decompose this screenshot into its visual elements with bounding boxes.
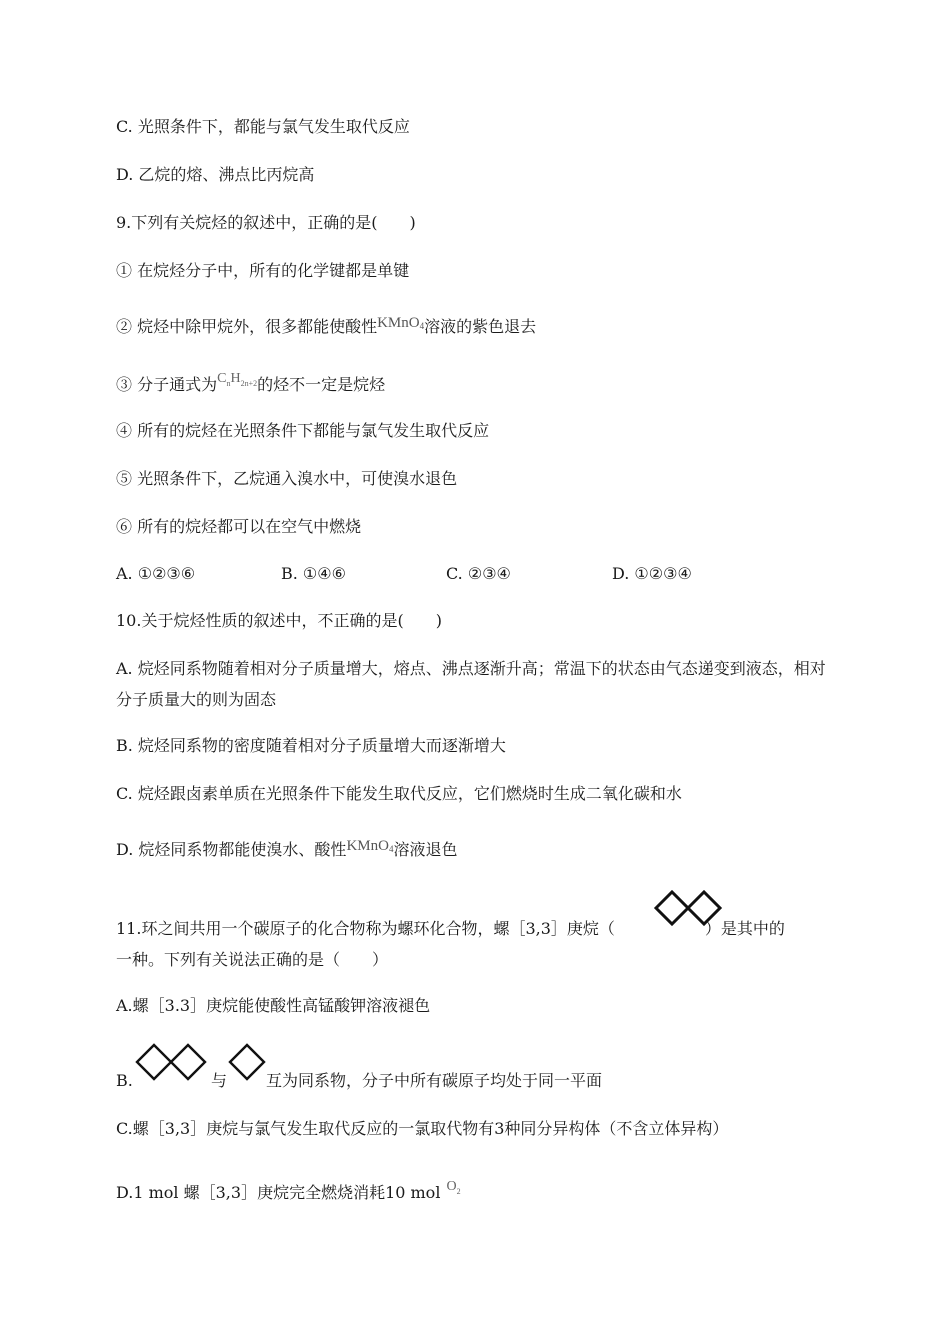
o2-subscript: 2 xyxy=(456,1186,461,1196)
statement-2-text-before: ② 烷烃中除甲烷外，很多都能使酸性 xyxy=(116,317,378,336)
option-d-text-after: 溶液退色 xyxy=(393,840,458,859)
question-10-option-d xyxy=(116,836,457,860)
kmno4-main: KMnO xyxy=(377,315,420,331)
question-11-option-b-with: 与 xyxy=(211,1071,228,1090)
kmno4-formula xyxy=(346,838,393,854)
question-10-stem: 10.关于烷烃性质的叙述中，不正确的是( ) xyxy=(116,611,442,630)
kmno4-main: KMnO xyxy=(346,838,389,854)
kmno4-subscript: 4 xyxy=(419,321,425,331)
kmno4-formula xyxy=(377,315,424,331)
question-9-statement-2 xyxy=(116,313,536,337)
question-11-option-b-label: B. xyxy=(116,1071,133,1090)
question-9-statement-5: ⑤ 光照条件下，乙烷通入溴水中，可使溴水退色 xyxy=(116,469,458,488)
question-11-option-c: C.螺［3,3］庚烷与氯气发生取代反应的一氯取代物有3种同分异构体（不含立体异构） xyxy=(116,1119,729,1138)
q11-text-after: ）是其中的 xyxy=(704,919,785,938)
formula-n-subscript: n xyxy=(226,378,231,388)
question-10-option-c: C. 烷烃跟卤素单质在光照条件下能发生取代反应，它们燃烧时生成二氧化碳和水 xyxy=(116,784,682,803)
kmno4-subscript: 4 xyxy=(388,844,394,854)
question-9-option-a: A. ①②③⑥ xyxy=(116,564,196,583)
question-11-stem-line-2: 一种。下列有关说法正确的是（ ） xyxy=(116,950,389,969)
q11-text-before: 11.环之间共用一个碳原子的化合物称为螺环化合物，螺［3,3］庚烷（ xyxy=(116,919,615,938)
question-10-option-a: A. 烷烃同系物随着相对分子质量增大，熔点、沸点逐渐升高；常温下的状态由气态递变到液态，相对分子质量大的则为固态 xyxy=(116,659,826,709)
question-9-stem: 9.下列有关烷烃的叙述中，正确的是( ) xyxy=(116,213,416,232)
general-formula-cnh2n2 xyxy=(217,371,257,386)
question-8-option-d: D. 乙烷的熔、沸点比丙烷高 xyxy=(116,165,315,184)
option-d-text-before: D. 烷烃同系物都能使溴水、酸性 xyxy=(116,840,347,859)
question-9-statement-6: ⑥ 所有的烷烃都可以在空气中燃烧 xyxy=(116,517,362,536)
statement-2-text-after: 溶液的紫色退去 xyxy=(424,317,537,336)
question-9-option-c: C. ②③④ xyxy=(446,564,511,583)
question-9-statement-1: ① 在烷烃分子中，所有的化学键都是单键 xyxy=(116,261,410,280)
spiro-heptane-structure-icon xyxy=(652,886,726,932)
question-9-statement-3 xyxy=(116,369,385,395)
o2-formula xyxy=(446,1179,460,1194)
question-11-option-b-text: 互为同系物，分子中所有碳原子均处于同一平面 xyxy=(266,1071,603,1090)
spiro-heptane-structure-small-icon xyxy=(134,1042,210,1084)
question-11-option-a: A.螺［3.3］庚烷能使酸性高锰酸钾溶液褪色 xyxy=(116,996,431,1015)
formula-c: C xyxy=(217,371,227,386)
option-d-text: D.1 mol 螺［3,3］庚烷完全燃烧消耗10 mol xyxy=(116,1183,441,1202)
question-11-option-d xyxy=(116,1177,461,1203)
question-9-option-b: B. ①④⑥ xyxy=(281,564,346,583)
question-9-statement-4: ④ 所有的烷烃在光照条件下都能与氯气发生取代反应 xyxy=(116,421,490,440)
question-8-option-c: C. 光照条件下，都能与氯气发生取代反应 xyxy=(116,117,410,136)
cyclobutane-structure-icon xyxy=(227,1042,267,1084)
statement-3-text-after: 的烃不一定是烷烃 xyxy=(257,375,386,394)
statement-3-text-before: ③ 分子通式为 xyxy=(116,375,218,394)
o2-main: O xyxy=(446,1179,457,1194)
formula-2n2-subscript: 2n+2 xyxy=(240,378,258,388)
question-10-option-b: B. 烷烃同系物的密度随着相对分子质量增大而逐渐增大 xyxy=(116,736,506,755)
question-9-option-d: D. ①②③④ xyxy=(612,564,692,583)
formula-h: H xyxy=(230,371,241,386)
